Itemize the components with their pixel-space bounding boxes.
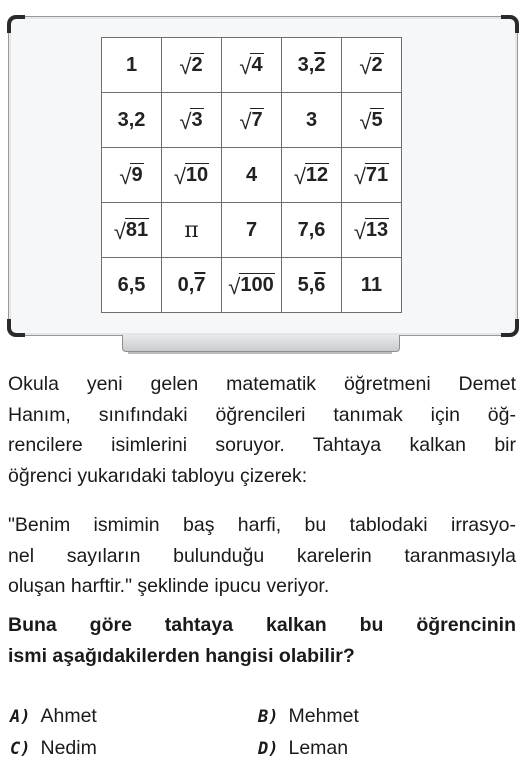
- square-root: [113, 218, 149, 244]
- paragraph-clue: [8, 510, 516, 602]
- grid-cell: [162, 38, 222, 93]
- square-root: [228, 273, 274, 299]
- square-root: [353, 163, 389, 189]
- whiteboard-tray: [122, 335, 400, 352]
- square-root: [293, 163, 329, 189]
- text-line: Okula yeni gelen matematik öğretmeni Demet: [8, 373, 516, 395]
- radical-sign: √: [119, 163, 132, 189]
- square-root: [353, 218, 389, 244]
- question-line: ismi aşağıdakilerden hangisi olabilir?: [8, 644, 355, 667]
- repeating-digit: 2: [314, 53, 326, 76]
- grid-cell: [342, 148, 402, 203]
- decimal-part: 0,: [177, 273, 195, 296]
- radical-sign: √: [228, 273, 241, 299]
- option-letter: D): [258, 738, 279, 759]
- radicand: 100: [240, 273, 274, 296]
- repeating-digit: 7: [194, 273, 206, 296]
- radical-sign: √: [239, 53, 252, 79]
- repeating-decimal: [178, 274, 206, 296]
- question-line: Buna göre tahtaya kalkan bu öğrencinin: [8, 614, 516, 636]
- grid-row: [102, 93, 402, 148]
- text-line: rencilere isimlerini soruyor. Tahtaya kalkan bir: [8, 434, 516, 456]
- radicand: 2: [191, 53, 203, 76]
- radical-sign: √: [113, 218, 126, 244]
- option-text: Leman: [288, 737, 349, 759]
- board-corner: [501, 15, 519, 33]
- cell-number: 3: [305, 108, 318, 131]
- grid-cell: [162, 93, 222, 148]
- option-d[interactable]: [258, 737, 348, 760]
- cell-number: 7: [245, 218, 258, 241]
- grid-cell: [102, 93, 162, 148]
- option-text: Mehmet: [288, 705, 359, 727]
- grid-cell: [342, 38, 402, 93]
- board-corner: [501, 319, 519, 337]
- grid-cell: [222, 38, 282, 93]
- option-letter: B): [258, 706, 279, 727]
- grid-cell: [222, 258, 282, 313]
- grid-cell: [222, 93, 282, 148]
- radicand: 7: [251, 108, 263, 131]
- grid-cell: [282, 38, 342, 93]
- radicand: 81: [125, 218, 149, 241]
- repeating-decimal: [298, 54, 326, 76]
- radicand: 10: [185, 163, 209, 186]
- grid-cell: [282, 258, 342, 313]
- option-text: Nedim: [40, 737, 97, 759]
- grid-cell: [222, 148, 282, 203]
- number-grid: [101, 37, 402, 313]
- cell-number: 11: [360, 273, 383, 296]
- square-root: [239, 108, 263, 134]
- radical-sign: √: [179, 108, 192, 134]
- radicand: 3: [191, 108, 203, 131]
- grid-cell: [162, 203, 222, 258]
- grid-cell: [162, 258, 222, 313]
- repeating-digit: 6: [314, 273, 326, 296]
- square-root: [239, 53, 263, 79]
- decimal-part: 3,: [297, 53, 315, 76]
- radicand: 71: [365, 163, 389, 186]
- grid-cell: [102, 258, 162, 313]
- grid-cell: [162, 148, 222, 203]
- grid-row: [102, 148, 402, 203]
- radicand: 13: [365, 218, 389, 241]
- radical-sign: √: [359, 53, 372, 79]
- cell-number: 1: [125, 53, 138, 76]
- option-b[interactable]: [258, 705, 359, 728]
- radicand: 4: [251, 53, 263, 76]
- text-line: Hanım, sınıfındaki öğrencileri tanımak için öğ-: [8, 403, 516, 426]
- grid-row: [102, 203, 402, 258]
- text-line: nel sayıların bulunduğu karelerin taranmasıyla: [8, 544, 516, 567]
- pi-symbol: π: [184, 217, 199, 243]
- radicand: 5: [371, 108, 383, 131]
- radical-sign: √: [359, 108, 372, 134]
- square-root: [119, 163, 143, 189]
- radical-sign: √: [179, 53, 192, 79]
- board-corner: [7, 319, 25, 337]
- cell-number: 3,2: [117, 108, 146, 131]
- grid-cell: [342, 203, 402, 258]
- text-line: oluşan harftir." şeklinde ipucu veriyor.: [8, 575, 330, 597]
- grid-cell: [282, 93, 342, 148]
- text-line: öğrenci yukarıdaki tabloyu çizerek:: [8, 464, 308, 487]
- cell-number: 6,5: [117, 273, 146, 296]
- option-letter: A): [10, 706, 31, 727]
- grid-cell: [102, 148, 162, 203]
- option-c[interactable]: [10, 737, 97, 760]
- grid-cell: [342, 258, 402, 313]
- radical-sign: √: [239, 108, 252, 134]
- grid-row: [102, 38, 402, 93]
- radicand: 2: [371, 53, 383, 76]
- board-corner: [7, 15, 25, 33]
- option-text: Ahmet: [40, 705, 97, 727]
- option-a[interactable]: [10, 705, 97, 728]
- tray-shadow: [128, 352, 392, 354]
- grid-cell: [282, 203, 342, 258]
- text-line: "Benim ismimin baş harfi, bu tablodaki irrasyo-: [8, 514, 516, 536]
- cell-number: 4: [245, 163, 258, 186]
- repeating-decimal: [298, 274, 326, 296]
- grid-cell: [102, 38, 162, 93]
- paragraph-intro: [8, 369, 516, 491]
- square-root: [359, 53, 383, 79]
- radical-sign: √: [353, 218, 366, 244]
- radicand: 12: [305, 163, 329, 186]
- option-letter: C): [10, 738, 31, 759]
- square-root: [173, 163, 209, 189]
- grid-row: [102, 258, 402, 313]
- grid-cell: [282, 148, 342, 203]
- radical-sign: √: [173, 163, 186, 189]
- decimal-part: 5,: [297, 273, 315, 296]
- grid-cell: [342, 93, 402, 148]
- radical-sign: √: [353, 163, 366, 189]
- radical-sign: √: [293, 163, 306, 189]
- grid-cell: [222, 203, 282, 258]
- grid-cell: [102, 203, 162, 258]
- cell-number: 7,6: [297, 218, 326, 241]
- radicand: 9: [131, 163, 143, 186]
- question-stem: [8, 610, 516, 671]
- square-root: [179, 108, 203, 134]
- square-root: [359, 108, 383, 134]
- square-root: [179, 53, 203, 79]
